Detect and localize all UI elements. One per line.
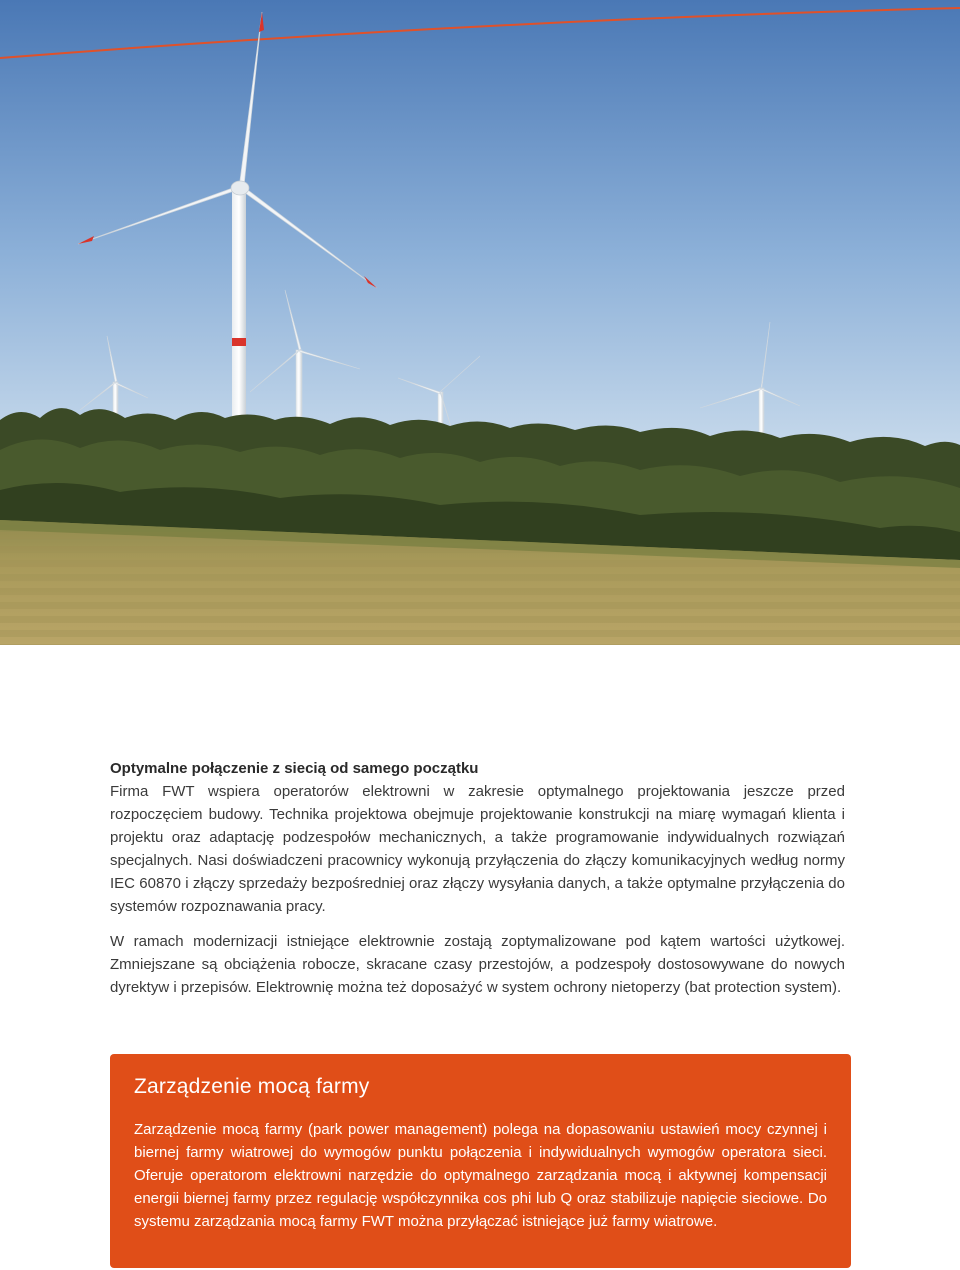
highlight-box-title: Zarządzenie mocą farmy [134, 1075, 370, 1098]
highlight-box [110, 1054, 851, 1268]
section-heading: Optymalne połączenie z siecią od samego początku [110, 760, 479, 777]
sky [0, 0, 960, 460]
main-content [110, 757, 845, 999]
highlight-box-text: Zarządzenie mocą farmy (park power management) polega na dopasowaniu ustawień mocy czynnej i biernej farmy wiatrowej do wymogów punktu połączenia i indywidualnych wymogów operatora sieci. Oferuje operatorom elektrowni narzędzie do optymalnego zarządzania mocą i aktywnej kompensacji energii biernej farmy przez regulację współczynnika cos phi lub Q oraz stabilizuje napięcie sieciowe. Do systemu zarządzania mocą farmy FWT można przyłączać istniejące już farmy wiatrowe. [134, 1121, 827, 1230]
modernization-paragraph: W ramach modernizacji istniejące elektrownie zostają zoptymalizowane pod kątem wartości użytkowej. Zmniejszane są obciążenia robocze, skracane czasy przestojów, a podzespoły dostosowywane do nowych dyrektyw i przepisów. Elektrownię można też doposażyć w system ochrony nietoperzy (bat protection system). [110, 933, 845, 996]
intro-text: Firma FWT wspiera operatorów elektrowni w zakresie optymalnego projektowania jeszcze przed rozpoczęciem budowy. Technika projektowa obejmuje projektowanie konstrukcji na miarę wymagań klienta i projektu oraz adaptację podzespołów mechanicznych, a także programowanie indywidualnych rozwiązań specjalnych. Nasi doświadczeni pracownicy wykonują przyłączenia do złączy komunikacyjnych według normy IEC 60870 i złączy sprzedaży bezpośredniej oraz złączy wysyłania danych, a także optymalne przyłączenia do systemów rozpoznawania pracy. [110, 783, 845, 915]
intro-paragraph [110, 757, 845, 918]
